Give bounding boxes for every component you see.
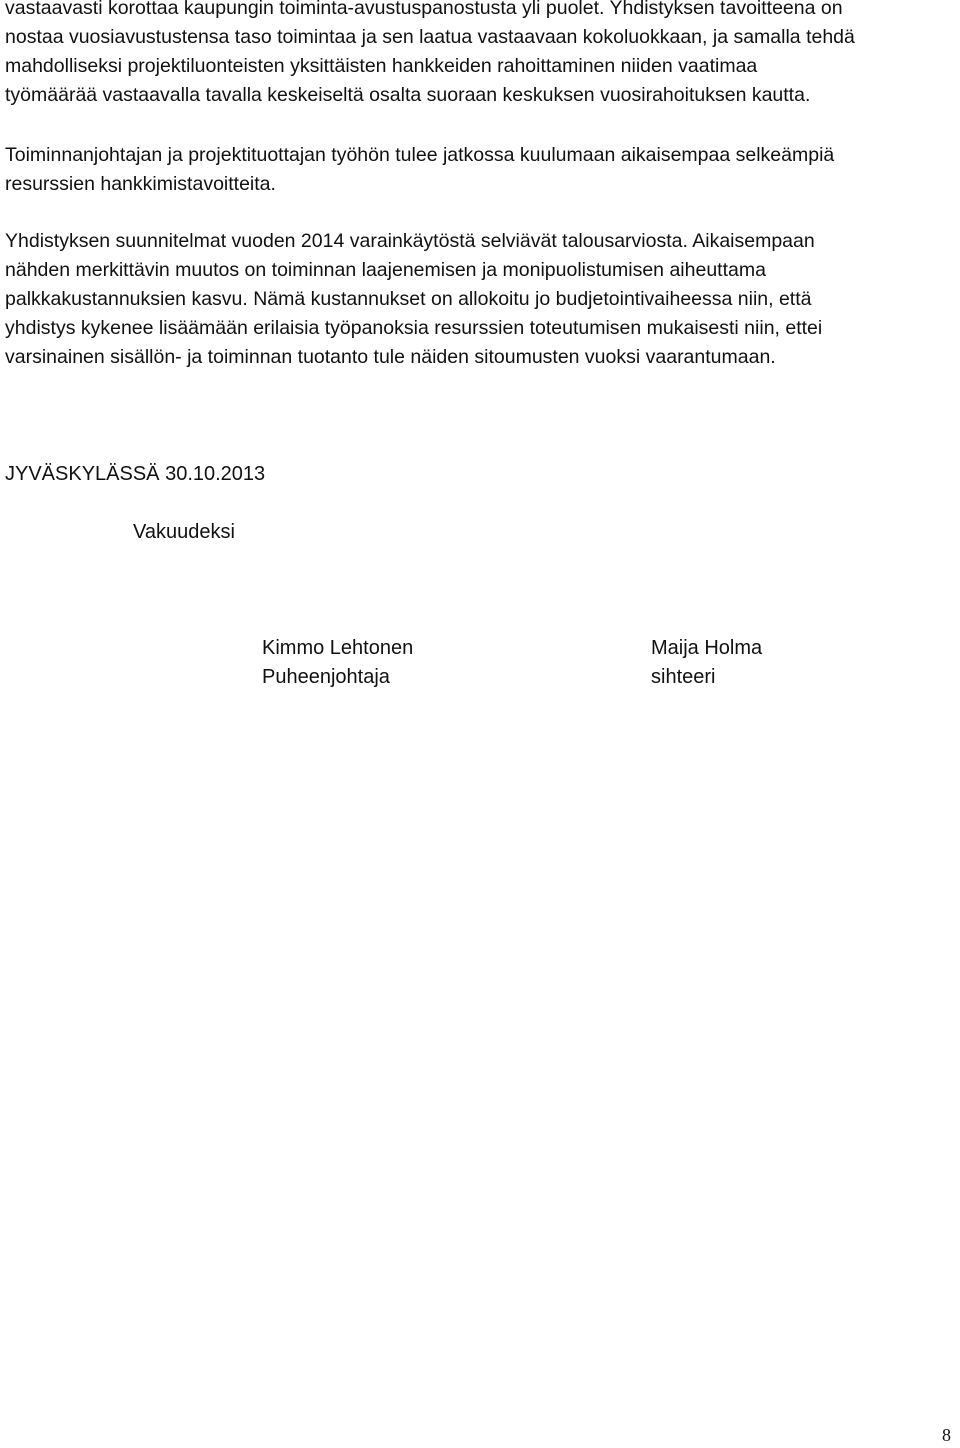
page-number: 8	[942, 1425, 951, 1445]
paragraph-line: resurssien hankkimistavoitteita.	[5, 173, 276, 195]
attestation-text: Vakuudeksi	[133, 521, 235, 543]
signatory-title: Puheenjohtaja	[262, 666, 390, 688]
paragraph-resource-objectives	[5, 141, 950, 199]
paragraph-line: Toiminnanjohtajan ja projektituottajan työhön tulee jatkossa kuulumaan aikaisempaa selkeämpiä	[5, 144, 835, 166]
paragraph-line: yhdistys kykenee lisäämään erilaisia työpanoksia resurssien toteutumisen mukaisesti niin, ettei	[5, 317, 823, 339]
paragraph-line: vastaavasti korottaa kaupungin toiminta-avustuspanostusta yli puolet. Yhdistyksen tavoitteena on	[5, 0, 843, 19]
paragraph-line: varsinainen sisällön- ja toiminnan tuotanto tule näiden sitoumusten vuoksi vaarantumaan.	[5, 346, 776, 368]
place-and-date: JYVÄSKYLÄSSÄ 30.10.2013	[5, 463, 266, 485]
signatory-name: Kimmo Lehtonen	[262, 637, 414, 659]
paragraph-line: palkkakustannuksien kasvu. Nämä kustannukset on allokoitu jo budjetointivaiheessa niin, että	[5, 288, 812, 310]
paragraph-line: Yhdistyksen suunnitelmat vuoden 2014 varainkäytöstä selviävät talousarviosta. Aikaisempaan	[5, 230, 815, 252]
paragraph-line: mahdolliseksi projektiluonteisten yksittäisten hankkeiden rahoittaminen niiden vaatimaa	[5, 55, 758, 77]
signatory-chairperson	[262, 634, 413, 692]
signatory-name: Maija Holma	[651, 637, 763, 659]
paragraph-budget-plans	[5, 227, 950, 372]
paragraph-funding-goals	[5, 0, 950, 110]
paragraph-line: työmäärää vastaavalla tavalla keskeiseltä osalta suoraan keskuksen vuosirahoituksen kautta.	[5, 84, 811, 106]
signatory-title: sihteeri	[651, 666, 716, 688]
paragraph-line: nostaa vuosiavustustensa taso toimintaa ja sen laatua vastaavaan kokoluokkaan, ja samalla tehdä	[5, 26, 855, 48]
paragraph-line: nähden merkittävin muutos on toiminnan laajenemisen ja monipuolistumisen aiheuttama	[5, 259, 766, 281]
signatory-secretary	[651, 634, 762, 692]
